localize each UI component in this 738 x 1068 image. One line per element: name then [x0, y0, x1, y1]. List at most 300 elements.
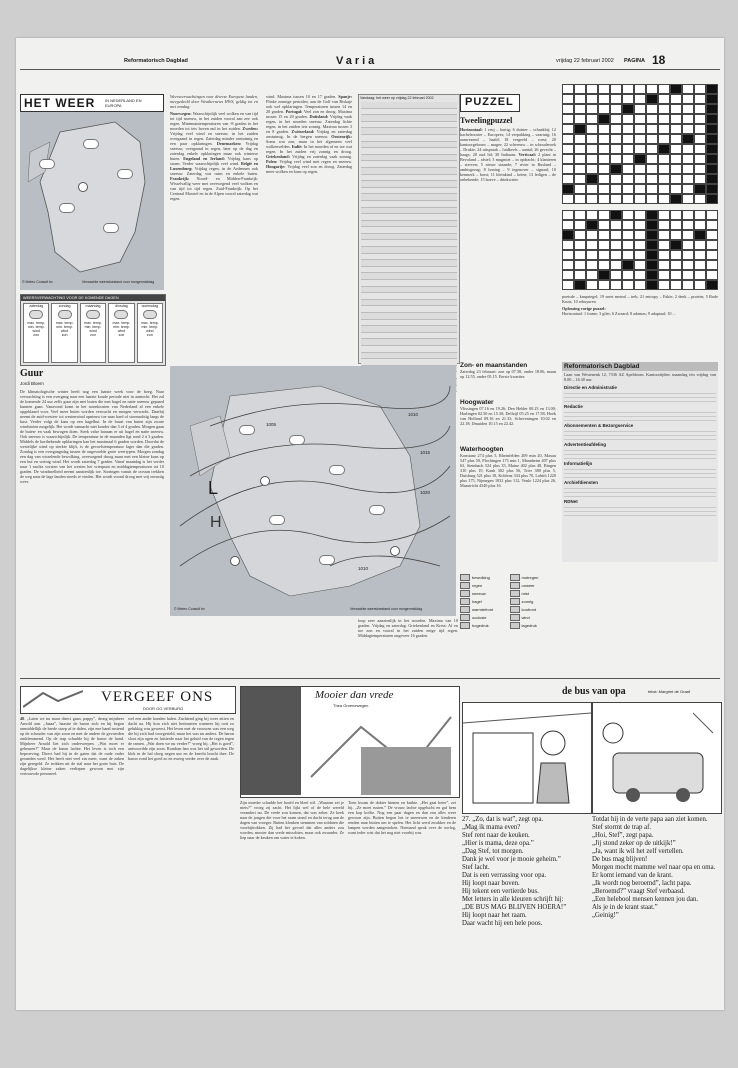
crossword-cell[interactable] — [682, 94, 694, 104]
crossword-cell[interactable] — [574, 270, 586, 280]
crossword-cell[interactable] — [670, 94, 682, 104]
crossword-cell[interactable] — [610, 164, 622, 174]
crossword-cell[interactable] — [586, 104, 598, 114]
forecast-day-name: zondag — [58, 304, 71, 308]
crossword-cell[interactable] — [634, 184, 646, 194]
crossword-cell[interactable] — [622, 144, 634, 154]
crossword-cell[interactable] — [622, 114, 634, 124]
crossword-cell[interactable] — [574, 134, 586, 144]
crossword-cell[interactable] — [634, 154, 646, 164]
table-row — [361, 267, 457, 274]
crossword-cell[interactable] — [598, 260, 610, 270]
crossword-cell[interactable] — [622, 124, 634, 134]
crossword-cell[interactable] — [646, 270, 658, 280]
forecast-title: WEERSVERWACHTING VOOR DE KOMENDE DAGEN — [21, 295, 165, 301]
crossword-cell[interactable] — [670, 164, 682, 174]
crossword-cell[interactable] — [562, 164, 574, 174]
crossword-cell[interactable] — [586, 94, 598, 104]
crossword-cell[interactable] — [670, 220, 682, 230]
legend-icon — [460, 574, 470, 581]
crossword-cell[interactable] — [610, 270, 622, 280]
crossword-cell[interactable] — [670, 280, 682, 290]
crossword-cell[interactable] — [706, 114, 718, 124]
crossword-cell[interactable] — [694, 94, 706, 104]
crossword-cell[interactable] — [634, 280, 646, 290]
crossword-cell[interactable] — [658, 270, 670, 280]
crossword-cell[interactable] — [634, 164, 646, 174]
crossword-cell[interactable] — [658, 134, 670, 144]
crossword-cell[interactable] — [562, 84, 574, 94]
table-row — [361, 201, 457, 208]
crossword-cell[interactable] — [610, 194, 622, 204]
crossword-cell[interactable] — [622, 270, 634, 280]
table-row — [361, 280, 457, 287]
crossword-cell[interactable] — [622, 260, 634, 270]
crossword-cell[interactable] — [562, 114, 574, 124]
table-row — [361, 188, 457, 195]
crossword-cell[interactable] — [634, 220, 646, 230]
crossword-cell[interactable] — [622, 84, 634, 94]
forecast-day — [23, 303, 49, 363]
crossword-cell[interactable] — [622, 220, 634, 230]
crossword-cell[interactable] — [682, 114, 694, 124]
crossword-cell[interactable] — [574, 194, 586, 204]
crossword-cell[interactable] — [610, 174, 622, 184]
crossword-cell[interactable] — [610, 220, 622, 230]
crossword-cell[interactable] — [646, 260, 658, 270]
colofon-section-title: Directie en Administratie — [564, 385, 617, 390]
header-rule — [20, 69, 720, 70]
crossword-cell[interactable] — [706, 230, 718, 240]
crossword-cell[interactable] — [634, 230, 646, 240]
crossword-cell[interactable] — [694, 174, 706, 184]
crossword-cell[interactable] — [574, 240, 586, 250]
crossword-cell[interactable] — [706, 134, 718, 144]
crossword-cell[interactable] — [610, 104, 622, 114]
crossword-cell[interactable] — [562, 230, 574, 240]
crossword-cell[interactable] — [574, 260, 586, 270]
crossword-cell[interactable] — [622, 154, 634, 164]
crossword-cell[interactable] — [634, 174, 646, 184]
crossword-cell[interactable] — [562, 220, 574, 230]
crossword-cell[interactable] — [682, 124, 694, 134]
crossword-cell[interactable] — [694, 210, 706, 220]
crossword-cell[interactable] — [706, 270, 718, 280]
crossword-cell[interactable] — [598, 270, 610, 280]
crossword-cell[interactable] — [670, 134, 682, 144]
crossword-cell[interactable] — [598, 124, 610, 134]
crossword-cell[interactable] — [562, 184, 574, 194]
crossword-cell[interactable] — [610, 280, 622, 290]
forecast-day-name: zaterdag — [29, 304, 44, 308]
crossword-cell[interactable] — [610, 114, 622, 124]
crossword-cell[interactable] — [646, 144, 658, 154]
crossword-cell[interactable] — [598, 84, 610, 94]
forecast-label: zon — [118, 333, 125, 337]
crossword-cell[interactable] — [658, 144, 670, 154]
crossword-cell[interactable] — [670, 124, 682, 134]
crossword-cell[interactable] — [574, 250, 586, 260]
crossword-cell[interactable] — [658, 164, 670, 174]
crossword-cell[interactable] — [706, 124, 718, 134]
crossword-cell[interactable] — [694, 280, 706, 290]
crossword-cell[interactable] — [622, 194, 634, 204]
crossword-cell[interactable] — [574, 144, 586, 154]
crossword-cell[interactable] — [634, 260, 646, 270]
crossword-cell[interactable] — [694, 104, 706, 114]
crossword-cell[interactable] — [586, 174, 598, 184]
crossword-cell[interactable] — [658, 84, 670, 94]
crossword-cell[interactable] — [586, 84, 598, 94]
crossword-cell[interactable] — [598, 194, 610, 204]
crossword-cell[interactable] — [682, 280, 694, 290]
crossword-cell[interactable] — [562, 104, 574, 114]
crossword-cell[interactable] — [658, 104, 670, 114]
crossword-cell[interactable] — [682, 104, 694, 114]
europe-weather-map — [170, 366, 456, 616]
crossword-cell[interactable] — [706, 210, 718, 220]
crossword-cell[interactable] — [610, 134, 622, 144]
crossword-cell[interactable] — [562, 174, 574, 184]
crossword-cell[interactable] — [562, 260, 574, 270]
crossword-cell[interactable] — [598, 104, 610, 114]
crossword-cell[interactable] — [574, 174, 586, 184]
crossword-cell[interactable] — [694, 144, 706, 154]
crossword-cell[interactable] — [706, 94, 718, 104]
crossword-cell[interactable] — [634, 250, 646, 260]
crossword-cell[interactable] — [562, 154, 574, 164]
crossword-cell[interactable] — [646, 174, 658, 184]
crossword-cell[interactable] — [634, 94, 646, 104]
crossword-cell[interactable] — [658, 280, 670, 290]
forecast-label: zon — [61, 333, 68, 337]
crossword-cell[interactable] — [586, 250, 598, 260]
forecast-label: wind — [146, 329, 154, 333]
crossword-cell[interactable] — [694, 270, 706, 280]
crossword-cell[interactable] — [694, 154, 706, 164]
crossword-cell[interactable] — [586, 164, 598, 174]
crossword-cell[interactable] — [598, 174, 610, 184]
crossword-cell[interactable] — [682, 270, 694, 280]
crossword-cell[interactable] — [670, 194, 682, 204]
legend-icon — [510, 574, 520, 581]
crossword-cell[interactable] — [658, 114, 670, 124]
crossword-grid-2[interactable] — [562, 210, 718, 290]
crossword-cell[interactable] — [562, 250, 574, 260]
crossword-cell[interactable] — [586, 210, 598, 220]
crossword-cell[interactable] — [694, 250, 706, 260]
crossword-cell[interactable] — [694, 84, 706, 94]
crossword-cell[interactable] — [694, 184, 706, 194]
crossword-cell[interactable] — [646, 194, 658, 204]
story-line: „Mag ik mama even? — [462, 824, 521, 831]
forecast-label: wind — [60, 329, 69, 333]
europe-weather-text: Weersverwachtingen voor diverse Europese landen, meegedeeld door Weathernews HWS, geldig tot en met zondag: Noorwegen: Waarschijnlijk veel wolken en van tijd tot tijd sneeuw, in het zuiden vooral aan zee ook regen. Minimumtemperaturen van -8 graden in het noorden tot iets boven nul in het zuiden. Zweden: Vrijdag veel wind en sneeuw, in het zuiden overgaand in regen. Zaterdag minder onstuimig en een paar opklaringen. Denemarken: Vrijdag sneeuw, overgaand in regen, later op de dag en zaterdag enkele opklaringen maar ook winterse buien. Engeland en Ierland: Vrijdag kans op storm. Verder waarschijnlijk veel wind. België en Luxemburg: Vrijdag regen, in de Ardennen ook sneeuw. Zaterdag wat ruim en enkele buien. Frankrijk: Noord- en Midden-Frankrijk: Wisselvallig weer met overwegend veel wolken en van tijd tot tijd regen. Zuid-Frankrijk: Op het Centraal Massief en in de Alpen vooral zaterdag wat regen. — [170, 94, 258, 201]
crossword-cell[interactable] — [574, 280, 586, 290]
crossword-cell[interactable] — [574, 210, 586, 220]
crossword-cell[interactable] — [622, 250, 634, 260]
crossword-cell[interactable] — [706, 154, 718, 164]
crossword-cell[interactable] — [634, 144, 646, 154]
crossword-cell[interactable] — [646, 94, 658, 104]
table-row — [361, 128, 457, 135]
story-line: Stef lacht. — [462, 864, 490, 871]
crossword-cell[interactable] — [646, 114, 658, 124]
crossword-cell[interactable] — [646, 210, 658, 220]
crossword-cell[interactable] — [562, 280, 574, 290]
crossword-cell[interactable] — [646, 164, 658, 174]
crossword-cell[interactable] — [694, 194, 706, 204]
crossword-cell[interactable] — [622, 184, 634, 194]
crossword-cell[interactable] — [682, 230, 694, 240]
crossword-cell[interactable] — [670, 84, 682, 94]
crossword-cell[interactable] — [622, 134, 634, 144]
crossword-cell[interactable] — [658, 194, 670, 204]
crossword-cell[interactable] — [682, 250, 694, 260]
crossword-cell[interactable] — [610, 84, 622, 94]
crossword-cell[interactable] — [598, 94, 610, 104]
crossword-cell[interactable] — [598, 210, 610, 220]
crossword-cell[interactable] — [658, 250, 670, 260]
crossword-cell[interactable] — [562, 124, 574, 134]
crossword-cell[interactable] — [646, 240, 658, 250]
crossword-cell[interactable] — [598, 184, 610, 194]
colofon-section-title: Advertentieafdeling — [564, 442, 607, 447]
crossword-cell[interactable] — [598, 154, 610, 164]
crossword-cell[interactable] — [646, 184, 658, 194]
crossword-cell[interactable] — [562, 240, 574, 250]
crossword-cell[interactable] — [574, 114, 586, 124]
crossword-cell[interactable] — [682, 240, 694, 250]
crossword-cell[interactable] — [694, 164, 706, 174]
crossword-cell[interactable] — [670, 240, 682, 250]
crossword-cell[interactable] — [694, 124, 706, 134]
crossword-cell[interactable] — [586, 154, 598, 164]
crossword-cell[interactable] — [574, 154, 586, 164]
crossword-cell[interactable] — [634, 84, 646, 94]
legend-item: bewolking — [460, 574, 507, 581]
crossword-cell[interactable] — [670, 174, 682, 184]
crossword-cell[interactable] — [634, 240, 646, 250]
table-row — [361, 300, 457, 307]
crossword-cell[interactable] — [622, 104, 634, 114]
crossword-cell[interactable] — [634, 270, 646, 280]
crossword-cell[interactable] — [574, 94, 586, 104]
crossword-cell[interactable] — [706, 104, 718, 114]
crossword-cell[interactable] — [706, 174, 718, 184]
crossword-cell[interactable] — [562, 94, 574, 104]
crossword-cell[interactable] — [706, 260, 718, 270]
crossword-cell[interactable] — [586, 280, 598, 290]
story-line: Morgen mocht mamme wel naar opa en oma. — [592, 864, 716, 871]
page-number: 18 — [652, 53, 666, 67]
crossword-cell[interactable] — [562, 270, 574, 280]
crossword-cell[interactable] — [586, 114, 598, 124]
crossword-cell[interactable] — [586, 194, 598, 204]
crossword-cell[interactable] — [670, 250, 682, 260]
crossword-cell[interactable] — [586, 220, 598, 230]
crossword-cell[interactable] — [658, 154, 670, 164]
crossword-cell[interactable] — [598, 220, 610, 230]
crossword-cell[interactable] — [586, 240, 598, 250]
crossword-cell[interactable] — [694, 260, 706, 270]
crossword-cell[interactable] — [658, 230, 670, 240]
story-line: „Jij stond zeker op de uitkijk!” — [592, 840, 676, 847]
crossword-cell[interactable] — [622, 174, 634, 184]
crossword-cell[interactable] — [706, 240, 718, 250]
crossword-cell[interactable] — [658, 220, 670, 230]
crossword-cell[interactable] — [706, 280, 718, 290]
crossword-cell[interactable] — [598, 250, 610, 260]
crossword-cell[interactable] — [574, 230, 586, 240]
crossword-cell[interactable] — [646, 280, 658, 290]
crossword-cell[interactable] — [610, 184, 622, 194]
crossword-cell[interactable] — [670, 260, 682, 270]
crossword-cell[interactable] — [598, 114, 610, 124]
crossword-cell[interactable] — [622, 210, 634, 220]
crossword-cell[interactable] — [646, 134, 658, 144]
crossword-cell[interactable] — [646, 230, 658, 240]
crossword-cell[interactable] — [574, 184, 586, 194]
crossword-cell[interactable] — [706, 84, 718, 94]
crossword-cell[interactable] — [634, 134, 646, 144]
crossword-cell[interactable] — [610, 154, 622, 164]
crossword-cell[interactable] — [634, 114, 646, 124]
crossword-cell[interactable] — [586, 134, 598, 144]
crossword-cell[interactable] — [682, 154, 694, 164]
crossword-cell[interactable] — [586, 124, 598, 134]
crossword-cell[interactable] — [610, 210, 622, 220]
crossword-cell[interactable] — [682, 164, 694, 174]
crossword-cell[interactable] — [574, 104, 586, 114]
crossword-cell[interactable] — [670, 210, 682, 220]
crossword-cell[interactable] — [682, 210, 694, 220]
crossword-cell[interactable] — [622, 94, 634, 104]
crossword-cell[interactable] — [682, 174, 694, 184]
crossword-cell[interactable] — [610, 124, 622, 134]
crossword-cell[interactable] — [586, 270, 598, 280]
crossword-cell[interactable] — [706, 250, 718, 260]
crossword-cell[interactable] — [694, 240, 706, 250]
crossword-cell[interactable] — [586, 230, 598, 240]
crossword-cell[interactable] — [562, 210, 574, 220]
table-row — [361, 306, 457, 313]
crossword-cell[interactable] — [562, 134, 574, 144]
crossword-cell[interactable] — [658, 240, 670, 250]
crossword-cell[interactable] — [610, 94, 622, 104]
isobar-label: 1020 — [420, 490, 431, 495]
crossword-cell[interactable] — [598, 134, 610, 144]
crossword-cell[interactable] — [670, 144, 682, 154]
crossword-cell[interactable] — [562, 194, 574, 204]
crossword-cell[interactable] — [586, 184, 598, 194]
crossword-cell[interactable] — [646, 124, 658, 134]
story-line: „DE BUS MAG BLIJVEN HOERA!” — [462, 904, 567, 911]
crossword-cell[interactable] — [634, 194, 646, 204]
crossword-cell[interactable] — [694, 134, 706, 144]
crossword-cell[interactable] — [622, 280, 634, 290]
isobar-label: 1010 — [358, 566, 369, 571]
crossword-cell[interactable] — [622, 240, 634, 250]
crossword-cell[interactable] — [706, 184, 718, 194]
crossword-cell[interactable] — [682, 220, 694, 230]
table-row — [361, 208, 457, 215]
crossword-cell[interactable] — [682, 194, 694, 204]
bottom-rule — [20, 678, 720, 679]
weather-legend — [460, 574, 556, 674]
crossword-cell[interactable] — [586, 260, 598, 270]
crossword-cell[interactable] — [682, 260, 694, 270]
crossword-cell[interactable] — [610, 144, 622, 154]
crossword-cell[interactable] — [670, 114, 682, 124]
crossword-cell[interactable] — [610, 250, 622, 260]
crossword-cell[interactable] — [646, 250, 658, 260]
crossword-cell[interactable] — [646, 220, 658, 230]
crossword-cell[interactable] — [682, 144, 694, 154]
crossword-cell[interactable] — [634, 104, 646, 114]
crossword-cell[interactable] — [670, 270, 682, 280]
crossword-cell[interactable] — [706, 220, 718, 230]
crossword-cell[interactable] — [574, 84, 586, 94]
crossword-cell[interactable] — [646, 154, 658, 164]
crossword-cell[interactable] — [586, 144, 598, 154]
crossword-cell[interactable] — [634, 124, 646, 134]
cloud-icon — [114, 310, 128, 319]
crossword-cell[interactable] — [610, 230, 622, 240]
crossword-cell[interactable] — [682, 184, 694, 194]
crossword-cell[interactable] — [658, 124, 670, 134]
forecast-label: max. temp. — [27, 321, 46, 325]
crossword-cell[interactable] — [574, 164, 586, 174]
crossword-cell[interactable] — [706, 194, 718, 204]
crossword-cell[interactable] — [670, 104, 682, 114]
crossword-grid-1[interactable] — [562, 84, 718, 204]
crossword-cell[interactable] — [706, 164, 718, 174]
crossword-cell[interactable] — [658, 94, 670, 104]
crossword-cell[interactable] — [598, 164, 610, 174]
crossword-cell[interactable] — [658, 210, 670, 220]
crossword-cell[interactable] — [634, 210, 646, 220]
crossword-cell[interactable] — [670, 154, 682, 164]
crossword-cell[interactable] — [598, 280, 610, 290]
crossword-cell[interactable] — [610, 260, 622, 270]
crossword-cell[interactable] — [562, 144, 574, 154]
crossword-cell[interactable] — [622, 164, 634, 174]
crossword-cell[interactable] — [694, 220, 706, 230]
crossword-cell[interactable] — [574, 220, 586, 230]
story-line: „Geinig!” — [592, 912, 619, 919]
crossword-cell[interactable] — [670, 184, 682, 194]
table-row — [361, 326, 457, 333]
crossword-cell[interactable] — [694, 114, 706, 124]
crossword-cell[interactable] — [610, 240, 622, 250]
crossword-cell[interactable] — [598, 230, 610, 240]
crossword-cell[interactable] — [706, 144, 718, 154]
crossword-cell[interactable] — [646, 84, 658, 94]
crossword-cell[interactable] — [574, 124, 586, 134]
crossword-cell[interactable] — [682, 134, 694, 144]
crossword-cell[interactable] — [598, 240, 610, 250]
crossword-cell[interactable] — [646, 104, 658, 114]
crossword-cell[interactable] — [682, 84, 694, 94]
crossword-cell[interactable] — [658, 174, 670, 184]
crossword-cell[interactable] — [694, 230, 706, 240]
crossword-cell[interactable] — [670, 230, 682, 240]
crossword-cell[interactable] — [622, 230, 634, 240]
crossword-cell[interactable] — [658, 260, 670, 270]
crossword-cell[interactable] — [658, 184, 670, 194]
crossword-cell[interactable] — [598, 144, 610, 154]
